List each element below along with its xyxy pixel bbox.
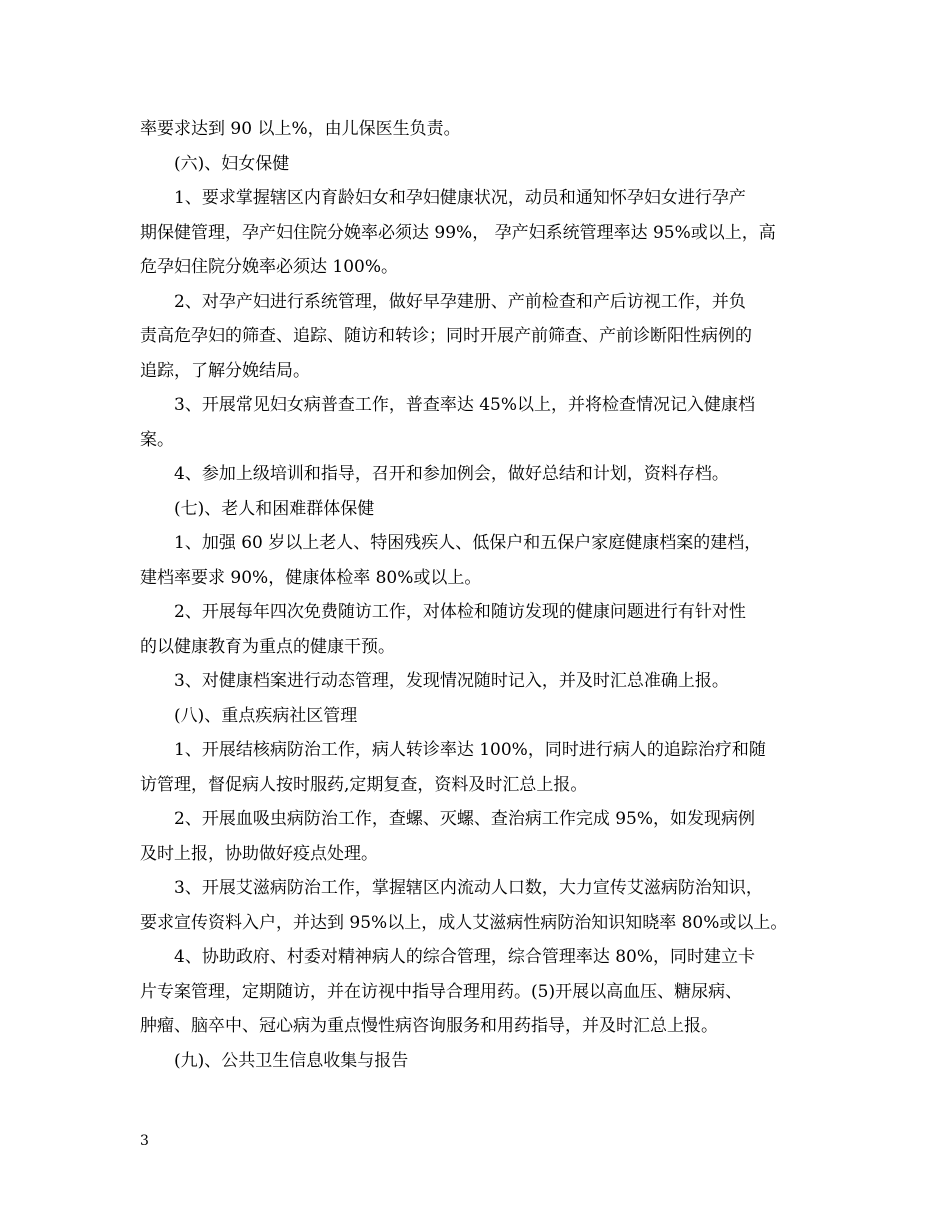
text-line: (七)、老人和困难群体保健 [174,498,375,519]
text-line: 肿瘤、脑卒中、冠心病为重点慢性病咨询服务和用药指导，并及时汇总上报。 [140,1016,718,1036]
text-line: 危孕妇住院分娩率必须达 100%。 [140,257,399,277]
text-line: 的以健康教育为重点的健康干预。 [140,636,395,657]
text-line: 要求宣传资料入户，并达到 95%以上，成人艾滋病性病防治知识知晓率 80%或以上。 [140,912,788,933]
text-line: 3、开展艾滋病防治工作，掌握辖区内流动人口数，大力宣传艾滋病防治知识， [174,878,763,898]
text-line: 2、对孕产妇进行系统管理，做好早孕建册、产前检查和产后访视工作，并负 [174,291,746,312]
text-line: (八)、重点疾病社区管理 [174,705,358,726]
text-line: 1、开展结核病防治工作，病人转诊率达 100%，同时进行病人的追踪治疗和随 [174,740,766,760]
text-line: 责高危孕妇的筛查、追踪、随访和转诊；同时开展产前筛查、产前诊断阳性病例的 [140,326,752,346]
text-line: (九)、公共卫生信息收集与报告 [174,1050,409,1071]
text-line: 率要求达到 90 以上%，由儿保医生负责。 [140,119,461,139]
text-line: 建档率要求 90%，健康体检率 80%或以上。 [140,567,482,588]
text-line: 追踪，了解分娩结局。 [140,360,310,381]
text-line: 期保健管理，孕产妇住院分娩率必须达 99%， 孕产妇系统管理率达 95%或以上，高 [140,222,776,243]
text-line: 案。 [140,429,174,450]
text-line: 片专案管理，定期随访，并在访视中指导合理用药。(5)开展以高血压、糖尿病、 [140,981,743,1002]
text-line: 3、开展常见妇女病普查工作，普查率达 45%以上，并将检查情况记入健康档 [174,395,756,415]
text-line: (六)、妇女保健 [174,153,290,174]
text-line: 1、加强 60 岁以上老人、特困残疾人、低保户和五保户家庭健康档案的建档， [174,533,762,553]
text-line: 3、对健康档案进行动态管理，发现情况随时记入，并及时汇总准确上报。 [174,671,729,691]
page-number: 3 [140,1133,149,1149]
text-line: 2、开展血吸虫病防治工作，查螺、灭螺、查治病工作完成 95%，如发现病例 [174,809,756,829]
text-line: 访管理，督促病人按时服药,定期复查，资料及时汇总上报。 [140,774,588,795]
text-line: 及时上报，协助做好疫点处理。 [140,843,378,864]
text-line: 4、参加上级培训和指导，召开和参加例会，做好总结和计划，资料存档。 [174,464,729,484]
document-body [140,112,812,1078]
text-line: 2、开展每年四次免费随访工作，对体检和随访发现的健康问题进行有针对性 [174,602,746,622]
text-line: 1、要求掌握辖区内育龄妇女和孕妇健康状况，动员和通知怀孕妇女进行孕产 [174,188,746,208]
text-line: 4、协助政府、村委对精神病人的综合管理，综合管理率达 80%，同时建立卡 [174,947,756,967]
